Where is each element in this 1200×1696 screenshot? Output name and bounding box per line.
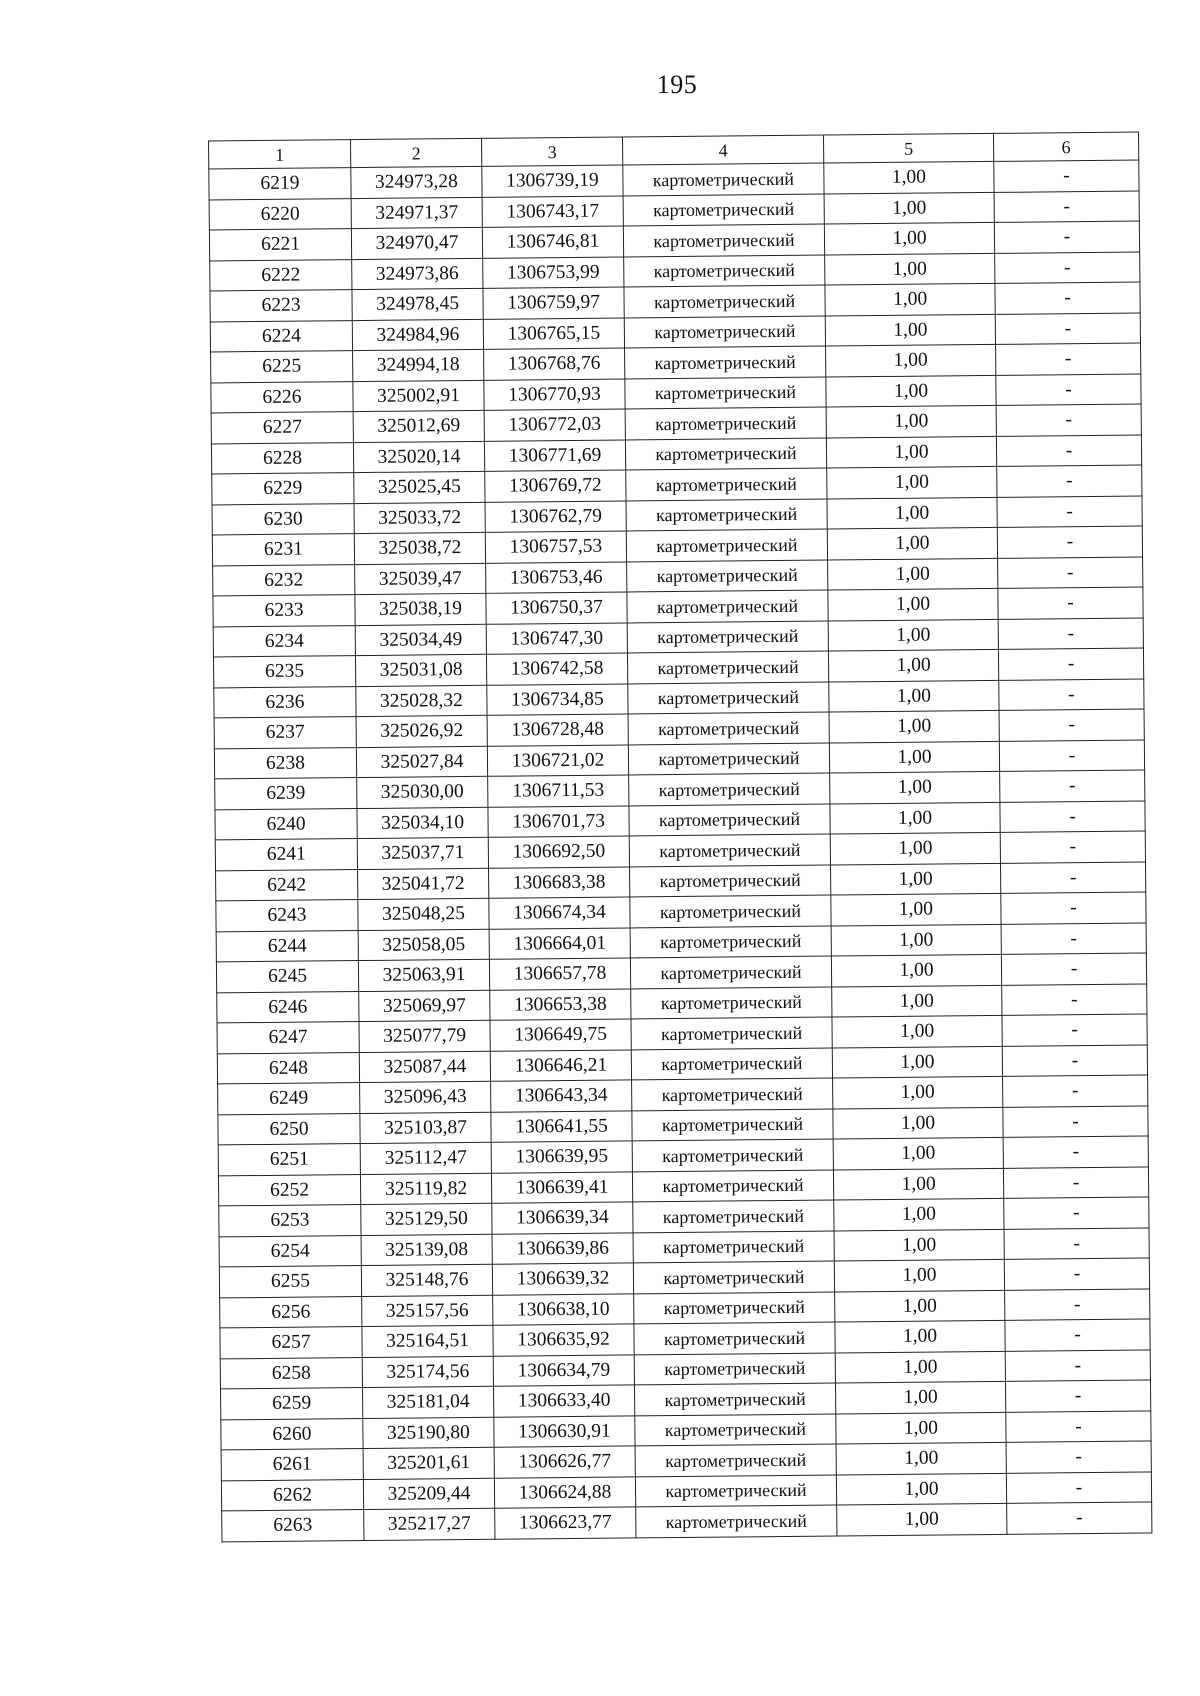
method-cell: картометрический xyxy=(629,804,830,836)
accuracy-cell: 1,00 xyxy=(833,1168,1003,1200)
y-coordinate-cell: 1306638,10 xyxy=(493,1293,634,1325)
y-coordinate-cell: 1306743,17 xyxy=(482,195,623,227)
x-coordinate-cell: 325087,44 xyxy=(359,1051,490,1083)
point-number-cell: 6263 xyxy=(222,1510,364,1542)
x-coordinate-cell: 325031,08 xyxy=(355,654,486,686)
note-cell: - xyxy=(1004,1227,1149,1259)
point-number-cell: 6225 xyxy=(211,351,353,383)
method-cell: картометрический xyxy=(633,1200,834,1232)
method-cell: картометрический xyxy=(635,1474,836,1506)
y-coordinate-cell: 1306753,99 xyxy=(483,256,624,288)
accuracy-cell: 1,00 xyxy=(832,1015,1002,1047)
point-number-cell: 6222 xyxy=(210,259,352,291)
x-coordinate-cell: 325012,69 xyxy=(353,410,484,442)
point-number-cell: 6236 xyxy=(214,686,356,718)
accuracy-cell: 1,00 xyxy=(831,954,1001,986)
point-number-cell: 6262 xyxy=(221,1479,363,1511)
point-number-cell: 6261 xyxy=(221,1449,363,1481)
x-coordinate-cell: 325033,72 xyxy=(354,502,485,534)
note-cell: - xyxy=(995,313,1140,345)
method-cell: картометрический xyxy=(631,1017,832,1049)
point-number-cell: 6227 xyxy=(211,412,353,444)
column-header: 6 xyxy=(993,132,1138,161)
y-coordinate-cell: 1306664,01 xyxy=(489,927,630,959)
method-cell: картометрический xyxy=(627,560,828,592)
column-header: 4 xyxy=(623,135,824,165)
point-number-cell: 6228 xyxy=(211,442,353,474)
note-cell: - xyxy=(995,282,1140,314)
accuracy-cell: 1,00 xyxy=(832,1046,1002,1078)
method-cell: картометрический xyxy=(626,529,827,561)
accuracy-cell: 1,00 xyxy=(831,863,1001,895)
x-coordinate-cell: 325027,84 xyxy=(356,746,487,778)
x-coordinate-cell: 325028,32 xyxy=(356,685,487,717)
x-coordinate-cell: 325020,14 xyxy=(353,441,484,473)
y-coordinate-cell: 1306674,34 xyxy=(489,897,630,929)
method-cell: картометрический xyxy=(628,712,829,744)
point-number-cell: 6250 xyxy=(218,1113,360,1145)
coordinates-table xyxy=(208,132,1152,1542)
accuracy-cell: 1,00 xyxy=(828,619,998,651)
y-coordinate-cell: 1306711,53 xyxy=(488,775,629,807)
y-coordinate-cell: 1306765,15 xyxy=(483,317,624,349)
note-cell: - xyxy=(994,221,1139,253)
method-cell: картометрический xyxy=(634,1383,835,1415)
x-coordinate-cell: 325038,72 xyxy=(354,532,485,564)
accuracy-cell: 1,00 xyxy=(835,1320,1005,1352)
note-cell: - xyxy=(994,191,1139,223)
note-cell: - xyxy=(1000,801,1145,833)
note-cell: - xyxy=(1007,1502,1152,1534)
x-coordinate-cell: 325174,56 xyxy=(362,1356,493,1388)
accuracy-cell: 1,00 xyxy=(835,1351,1005,1383)
column-header: 1 xyxy=(209,140,351,169)
accuracy-cell: 1,00 xyxy=(827,497,997,529)
accuracy-cell: 1,00 xyxy=(829,710,999,742)
point-number-cell: 6256 xyxy=(220,1296,362,1328)
accuracy-cell: 1,00 xyxy=(828,649,998,681)
x-coordinate-cell: 325058,05 xyxy=(358,929,489,961)
x-coordinate-cell: 325201,61 xyxy=(363,1447,494,1479)
accuracy-cell: 1,00 xyxy=(832,985,1002,1017)
method-cell: картометрический xyxy=(630,926,831,958)
y-coordinate-cell: 1306634,79 xyxy=(493,1354,634,1386)
method-cell: картометрический xyxy=(634,1292,835,1324)
y-coordinate-cell: 1306657,78 xyxy=(489,958,630,990)
y-coordinate-cell: 1306770,93 xyxy=(484,378,625,410)
accuracy-cell: 1,00 xyxy=(835,1290,1005,1322)
point-number-cell: 6248 xyxy=(217,1052,359,1084)
method-cell: картометрический xyxy=(630,865,831,897)
y-coordinate-cell: 1306635,92 xyxy=(493,1324,634,1356)
accuracy-cell: 1,00 xyxy=(836,1412,1006,1444)
x-coordinate-cell: 325025,45 xyxy=(354,471,485,503)
point-number-cell: 6242 xyxy=(216,869,358,901)
accuracy-cell: 1,00 xyxy=(833,1137,1003,1169)
accuracy-cell: 1,00 xyxy=(833,1076,1003,1108)
point-number-cell: 6221 xyxy=(209,229,351,261)
accuracy-cell: 1,00 xyxy=(826,375,996,407)
x-coordinate-cell: 325164,51 xyxy=(362,1325,493,1357)
point-number-cell: 6258 xyxy=(220,1357,362,1389)
accuracy-cell: 1,00 xyxy=(828,588,998,620)
method-cell: картометрический xyxy=(623,194,824,226)
y-coordinate-cell: 1306750,37 xyxy=(486,592,627,624)
x-coordinate-cell: 324970,47 xyxy=(351,227,482,259)
accuracy-cell: 1,00 xyxy=(834,1198,1004,1230)
point-number-cell: 6251 xyxy=(218,1144,360,1176)
x-coordinate-cell: 325038,19 xyxy=(355,593,486,625)
point-number-cell: 6247 xyxy=(217,1022,359,1054)
x-coordinate-cell: 325209,44 xyxy=(363,1478,494,1510)
note-cell: - xyxy=(1002,983,1147,1015)
y-coordinate-cell: 1306649,75 xyxy=(490,1019,631,1051)
accuracy-cell: 1,00 xyxy=(831,893,1001,925)
x-coordinate-cell: 325063,91 xyxy=(358,959,489,991)
coordinates-table-container xyxy=(208,132,1151,1542)
x-coordinate-cell: 325026,92 xyxy=(356,715,487,747)
note-cell: - xyxy=(1005,1288,1150,1320)
method-cell: картометрический xyxy=(625,438,826,470)
x-coordinate-cell: 325002,91 xyxy=(353,380,484,412)
point-number-cell: 6259 xyxy=(221,1388,363,1420)
x-coordinate-cell: 325041,72 xyxy=(358,868,489,900)
table-body xyxy=(209,132,1152,1541)
y-coordinate-cell: 1306769,72 xyxy=(485,470,626,502)
y-coordinate-cell: 1306639,34 xyxy=(492,1202,633,1234)
x-coordinate-cell: 324984,96 xyxy=(352,319,483,351)
note-cell: - xyxy=(1004,1258,1149,1290)
method-cell: картометрический xyxy=(635,1444,836,1476)
method-cell: картометрический xyxy=(636,1505,837,1537)
y-coordinate-cell: 1306639,95 xyxy=(491,1141,632,1173)
method-cell: картометрический xyxy=(634,1322,835,1354)
method-cell: картометрический xyxy=(624,255,825,287)
column-header: 5 xyxy=(823,133,993,163)
y-coordinate-cell: 1306643,34 xyxy=(491,1080,632,1112)
x-coordinate-cell: 325039,47 xyxy=(355,563,486,595)
y-coordinate-cell: 1306757,53 xyxy=(485,531,626,563)
method-cell: картометрический xyxy=(624,285,825,317)
note-cell: - xyxy=(998,557,1143,589)
accuracy-cell: 1,00 xyxy=(830,802,1000,834)
method-cell: картометрический xyxy=(627,590,828,622)
method-cell: картометрический xyxy=(624,316,825,348)
y-coordinate-cell: 1306641,55 xyxy=(491,1110,632,1142)
y-coordinate-cell: 1306772,03 xyxy=(484,409,625,441)
method-cell: картометрический xyxy=(623,224,824,256)
method-cell: картометрический xyxy=(630,895,831,927)
accuracy-cell: 1,00 xyxy=(826,436,996,468)
y-coordinate-cell: 1306759,97 xyxy=(483,287,624,319)
note-cell: - xyxy=(1005,1319,1150,1351)
point-number-cell: 6249 xyxy=(218,1083,360,1115)
note-cell: - xyxy=(1000,861,1145,893)
accuracy-cell: 1,00 xyxy=(836,1442,1006,1474)
method-cell: картометрический xyxy=(626,468,827,500)
note-cell: - xyxy=(1002,1014,1147,1046)
note-cell: - xyxy=(999,709,1144,741)
point-number-cell: 6229 xyxy=(212,473,354,505)
accuracy-cell: 1,00 xyxy=(833,1107,1003,1139)
point-number-cell: 6226 xyxy=(211,381,353,413)
note-cell: - xyxy=(1004,1197,1149,1229)
accuracy-cell: 1,00 xyxy=(826,405,996,437)
x-coordinate-cell: 325103,87 xyxy=(360,1112,491,1144)
note-cell: - xyxy=(1006,1410,1151,1442)
point-number-cell: 6220 xyxy=(209,198,351,230)
method-cell: картометрический xyxy=(629,834,830,866)
y-coordinate-cell: 1306624,88 xyxy=(494,1476,635,1508)
method-cell: картометрический xyxy=(630,956,831,988)
x-coordinate-cell: 325119,82 xyxy=(360,1173,491,1205)
accuracy-cell: 1,00 xyxy=(825,253,995,285)
method-cell: картометрический xyxy=(631,1048,832,1080)
point-number-cell: 6238 xyxy=(214,747,356,779)
x-coordinate-cell: 324971,37 xyxy=(351,197,482,229)
point-number-cell: 6257 xyxy=(220,1327,362,1359)
point-number-cell: 6232 xyxy=(213,564,355,596)
x-coordinate-cell: 325181,04 xyxy=(362,1386,493,1418)
accuracy-cell: 1,00 xyxy=(829,741,999,773)
point-number-cell: 6244 xyxy=(216,930,358,962)
point-number-cell: 6252 xyxy=(218,1174,360,1206)
point-number-cell: 6243 xyxy=(216,900,358,932)
note-cell: - xyxy=(994,160,1139,192)
note-cell: - xyxy=(1001,922,1146,954)
note-cell: - xyxy=(1005,1349,1150,1381)
note-cell: - xyxy=(1002,1044,1147,1076)
y-coordinate-cell: 1306747,30 xyxy=(486,622,627,654)
accuracy-cell: 1,00 xyxy=(825,314,995,346)
point-number-cell: 6233 xyxy=(213,595,355,627)
method-cell: картометрический xyxy=(627,621,828,653)
y-coordinate-cell: 1306692,50 xyxy=(488,836,629,868)
column-header: 2 xyxy=(351,138,482,167)
point-number-cell: 6255 xyxy=(219,1266,361,1298)
method-cell: картометрический xyxy=(627,651,828,683)
note-cell: - xyxy=(997,496,1142,528)
y-coordinate-cell: 1306762,79 xyxy=(485,500,626,532)
point-number-cell: 6239 xyxy=(215,778,357,810)
point-number-cell: 6219 xyxy=(209,168,351,200)
point-number-cell: 6224 xyxy=(210,320,352,352)
y-coordinate-cell: 1306753,46 xyxy=(486,561,627,593)
accuracy-cell: 1,00 xyxy=(824,192,994,224)
note-cell: - xyxy=(1001,892,1146,924)
x-coordinate-cell: 325030,00 xyxy=(357,776,488,808)
method-cell: картометрический xyxy=(632,1139,833,1171)
method-cell: картометрический xyxy=(633,1261,834,1293)
y-coordinate-cell: 1306742,58 xyxy=(486,653,627,685)
note-cell: - xyxy=(1003,1105,1148,1137)
accuracy-cell: 1,00 xyxy=(830,832,1000,864)
note-cell: - xyxy=(996,374,1141,406)
point-number-cell: 6260 xyxy=(221,1418,363,1450)
accuracy-cell: 1,00 xyxy=(826,344,996,376)
x-coordinate-cell: 325077,79 xyxy=(359,1020,490,1052)
point-number-cell: 6234 xyxy=(213,625,355,657)
y-coordinate-cell: 1306701,73 xyxy=(488,805,629,837)
method-cell: картометрический xyxy=(629,773,830,805)
x-coordinate-cell: 325157,56 xyxy=(362,1295,493,1327)
x-coordinate-cell: 325217,27 xyxy=(364,1508,495,1540)
method-cell: картометрический xyxy=(625,377,826,409)
accuracy-cell: 1,00 xyxy=(827,466,997,498)
x-coordinate-cell: 325129,50 xyxy=(361,1203,492,1235)
point-number-cell: 6223 xyxy=(210,290,352,322)
y-coordinate-cell: 1306721,02 xyxy=(487,744,628,776)
accuracy-cell: 1,00 xyxy=(835,1381,1005,1413)
accuracy-cell: 1,00 xyxy=(837,1503,1007,1535)
accuracy-cell: 1,00 xyxy=(825,283,995,315)
note-cell: - xyxy=(1000,831,1145,863)
note-cell: - xyxy=(996,435,1141,467)
x-coordinate-cell: 324973,28 xyxy=(351,166,482,198)
x-coordinate-cell: 325190,80 xyxy=(363,1417,494,1449)
point-number-cell: 6254 xyxy=(219,1235,361,1267)
y-coordinate-cell: 1306746,81 xyxy=(482,226,623,258)
accuracy-cell: 1,00 xyxy=(831,924,1001,956)
method-cell: картометрический xyxy=(632,1078,833,1110)
point-number-cell: 6235 xyxy=(213,656,355,688)
method-cell: картометрический xyxy=(631,987,832,1019)
y-coordinate-cell: 1306639,32 xyxy=(492,1263,633,1295)
x-coordinate-cell: 325048,25 xyxy=(358,898,489,930)
note-cell: - xyxy=(1006,1441,1151,1473)
accuracy-cell: 1,00 xyxy=(828,558,998,590)
point-number-cell: 6241 xyxy=(215,839,357,871)
column-header: 3 xyxy=(482,137,623,166)
y-coordinate-cell: 1306639,41 xyxy=(491,1171,632,1203)
method-cell: картометрический xyxy=(633,1231,834,1263)
note-cell: - xyxy=(1005,1380,1150,1412)
x-coordinate-cell: 325069,97 xyxy=(359,990,490,1022)
y-coordinate-cell: 1306728,48 xyxy=(487,714,628,746)
note-cell: - xyxy=(999,740,1144,772)
accuracy-cell: 1,00 xyxy=(824,222,994,254)
y-coordinate-cell: 1306771,69 xyxy=(484,439,625,471)
y-coordinate-cell: 1306633,40 xyxy=(493,1385,634,1417)
y-coordinate-cell: 1306623,77 xyxy=(495,1507,636,1539)
x-coordinate-cell: 325096,43 xyxy=(360,1081,491,1113)
x-coordinate-cell: 325148,76 xyxy=(361,1264,492,1296)
note-cell: - xyxy=(1001,953,1146,985)
point-number-cell: 6253 xyxy=(219,1205,361,1237)
y-coordinate-cell: 1306734,85 xyxy=(487,683,628,715)
note-cell: - xyxy=(996,404,1141,436)
point-number-cell: 6246 xyxy=(217,991,359,1023)
x-coordinate-cell: 325034,49 xyxy=(355,624,486,656)
method-cell: картометрический xyxy=(625,346,826,378)
point-number-cell: 6237 xyxy=(214,717,356,749)
note-cell: - xyxy=(1000,770,1145,802)
note-cell: - xyxy=(1003,1075,1148,1107)
accuracy-cell: 1,00 xyxy=(829,680,999,712)
note-cell: - xyxy=(1003,1166,1148,1198)
y-coordinate-cell: 1306768,76 xyxy=(484,348,625,380)
x-coordinate-cell: 324973,86 xyxy=(352,258,483,290)
note-cell: - xyxy=(996,343,1141,375)
method-cell: картометрический xyxy=(628,682,829,714)
y-coordinate-cell: 1306646,21 xyxy=(490,1049,631,1081)
accuracy-cell: 1,00 xyxy=(824,161,994,193)
x-coordinate-cell: 325037,71 xyxy=(357,837,488,869)
x-coordinate-cell: 325112,47 xyxy=(360,1142,491,1174)
point-number-cell: 6245 xyxy=(216,961,358,993)
note-cell: - xyxy=(998,618,1143,650)
y-coordinate-cell: 1306683,38 xyxy=(489,866,630,898)
point-number-cell: 6240 xyxy=(215,808,357,840)
method-cell: картометрический xyxy=(635,1413,836,1445)
y-coordinate-cell: 1306653,38 xyxy=(490,988,631,1020)
accuracy-cell: 1,00 xyxy=(834,1259,1004,1291)
note-cell: - xyxy=(1006,1471,1151,1503)
note-cell: - xyxy=(995,252,1140,284)
y-coordinate-cell: 1306630,91 xyxy=(494,1415,635,1447)
accuracy-cell: 1,00 xyxy=(834,1229,1004,1261)
accuracy-cell: 1,00 xyxy=(830,771,1000,803)
method-cell: картометрический xyxy=(632,1170,833,1202)
note-cell: - xyxy=(999,679,1144,711)
method-cell: картометрический xyxy=(628,743,829,775)
y-coordinate-cell: 1306639,86 xyxy=(492,1232,633,1264)
x-coordinate-cell: 325034,10 xyxy=(357,807,488,839)
point-number-cell: 6231 xyxy=(212,534,354,566)
x-coordinate-cell: 324978,45 xyxy=(352,288,483,320)
method-cell: картометрический xyxy=(623,163,824,195)
method-cell: картометрический xyxy=(632,1109,833,1141)
page-number: 195 xyxy=(656,70,698,99)
note-cell: - xyxy=(997,526,1142,558)
point-number-cell: 6230 xyxy=(212,503,354,535)
y-coordinate-cell: 1306626,77 xyxy=(494,1446,635,1478)
method-cell: картометрический xyxy=(625,407,826,439)
accuracy-cell: 1,00 xyxy=(836,1473,1006,1505)
note-cell: - xyxy=(998,587,1143,619)
method-cell: картометрический xyxy=(634,1352,835,1384)
method-cell: картометрический xyxy=(626,499,827,531)
note-cell: - xyxy=(997,465,1142,497)
accuracy-cell: 1,00 xyxy=(827,527,997,559)
note-cell: - xyxy=(1003,1136,1148,1168)
x-coordinate-cell: 325139,08 xyxy=(361,1234,492,1266)
x-coordinate-cell: 324994,18 xyxy=(353,349,484,381)
y-coordinate-cell: 1306739,19 xyxy=(482,165,623,197)
note-cell: - xyxy=(998,648,1143,680)
